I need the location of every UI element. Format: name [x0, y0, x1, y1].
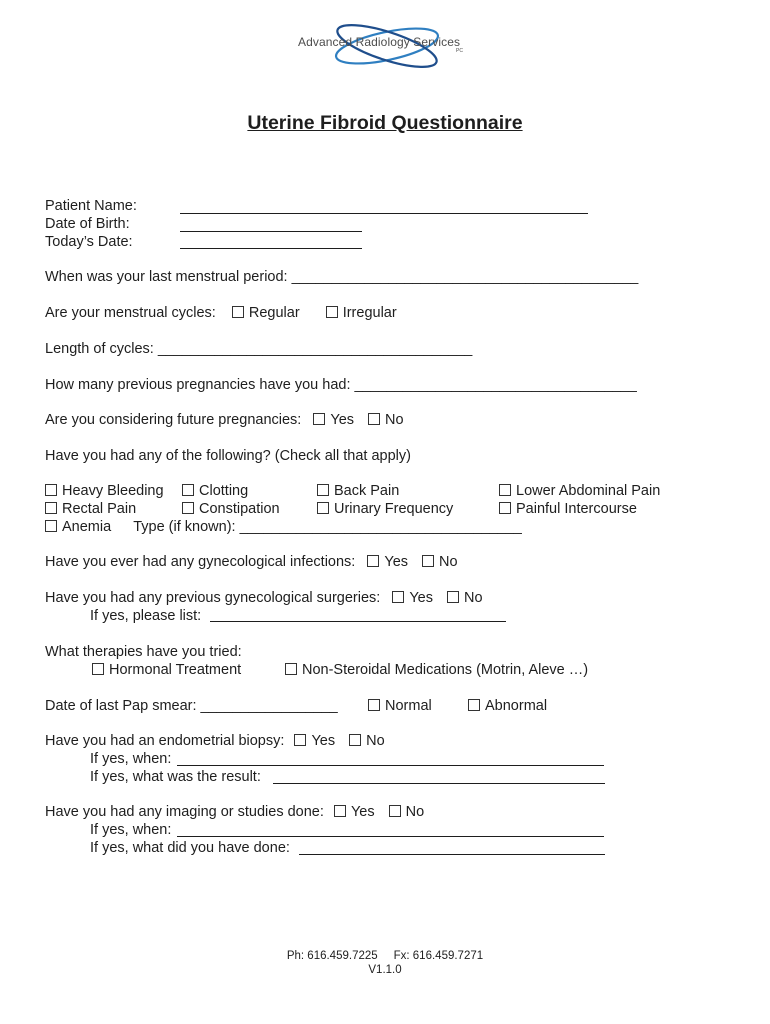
hormonal-treatment-option[interactable]	[92, 661, 241, 679]
abnormal-label: Abnormal	[485, 698, 548, 714]
biopsy-result-field[interactable]	[273, 769, 605, 784]
surgeries-label: Have you had any previous gynecological surgeries:	[45, 590, 381, 606]
regular-option[interactable]	[232, 305, 300, 321]
anemia-row	[45, 518, 522, 536]
today-date-label: Today’s Date:	[45, 234, 133, 250]
clotting-label: Clotting	[199, 483, 249, 499]
last-menstrual-period-question: When was your last menstrual period: ___________________________________________	[45, 269, 639, 285]
checkbox-icon	[447, 591, 459, 603]
yes-label: Yes	[384, 554, 409, 570]
painful-intercourse-label: Painful Intercourse	[516, 501, 637, 517]
nsaid-label: Non-Steroidal Medications (Motrin, Aleve …)	[302, 662, 589, 678]
patient-name-field[interactable]	[180, 199, 588, 214]
yes-label: Yes	[311, 733, 336, 749]
lower-abdominal-pain-option[interactable]	[499, 482, 660, 500]
infections-yes-option[interactable]	[367, 554, 408, 570]
footer-contact: Ph: 616.459.7225 Fx: 616.459.7271	[286, 950, 484, 962]
biopsy-when-field[interactable]	[177, 751, 604, 766]
irregular-label: Irregular	[342, 305, 397, 321]
urinary-frequency-option[interactable]	[317, 500, 453, 518]
pap-abnormal-option[interactable]	[468, 697, 547, 715]
checkbox-icon	[182, 502, 194, 514]
biopsy-no-option[interactable]	[349, 733, 385, 749]
biopsy-yes-option[interactable]	[294, 733, 335, 749]
imaging-row	[45, 803, 424, 821]
future-pregnancies-label: Are you considering future pregnancies:	[45, 412, 302, 428]
surgeries-yes-option[interactable]	[392, 590, 433, 606]
checkbox-icon	[499, 502, 511, 514]
surgeries-row	[45, 589, 483, 607]
checkbox-icon	[232, 306, 244, 318]
pap-smear-label: Date of last Pap smear: _________________	[45, 698, 338, 714]
anemia-option[interactable]	[45, 519, 111, 535]
anemia-type-field[interactable]: Type (if known): ___________________________________	[133, 519, 522, 535]
checkbox-icon	[317, 484, 329, 496]
back-pain-option[interactable]	[317, 482, 399, 500]
rectal-pain-option[interactable]	[45, 500, 136, 518]
company-logo	[290, 14, 480, 80]
page-title: Uterine Fibroid Questionnaire	[247, 112, 523, 134]
checkbox-icon	[326, 306, 338, 318]
surgeries-list-field[interactable]	[210, 607, 506, 622]
logo-suffix: PC	[456, 48, 463, 54]
checkbox-icon	[368, 699, 380, 711]
checkbox-icon	[92, 663, 104, 675]
biopsy-result-label: If yes, what was the result:	[90, 769, 261, 785]
imaging-done-field[interactable]	[299, 840, 605, 855]
pap-normal-option[interactable]	[368, 697, 432, 715]
irregular-option[interactable]	[326, 305, 397, 321]
no-label: No	[405, 804, 425, 820]
infections-row	[45, 553, 458, 571]
regular-label: Regular	[248, 305, 300, 321]
checkbox-icon	[182, 484, 194, 496]
biopsy-label: Have you had an endometrial biopsy:	[45, 733, 285, 749]
surgeries-list-label: If yes, please list:	[90, 608, 202, 624]
checkbox-icon	[285, 663, 297, 675]
imaging-label: Have you had any imaging or studies done:	[45, 804, 324, 820]
no-label: No	[464, 590, 483, 606]
no-label: No	[385, 412, 404, 428]
future-pregnancies-row	[45, 411, 404, 429]
menstrual-cycles-label: Are your menstrual cycles:	[45, 305, 216, 321]
imaging-when-field[interactable]	[177, 822, 604, 837]
back-pain-label: Back Pain	[334, 483, 400, 499]
lower-abdominal-pain-label: Lower Abdominal Pain	[516, 483, 661, 499]
clotting-option[interactable]	[182, 482, 248, 500]
menstrual-cycles-row	[45, 304, 397, 322]
no-label: No	[439, 554, 458, 570]
checkbox-icon	[468, 699, 480, 711]
imaging-no-option[interactable]	[389, 804, 425, 820]
painful-intercourse-option[interactable]	[499, 500, 637, 518]
checkbox-icon	[45, 484, 57, 496]
patient-name-label: Patient Name:	[45, 198, 137, 214]
infections-label: Have you ever had any gynecological infections:	[45, 554, 356, 570]
checkbox-icon	[45, 502, 57, 514]
therapies-label: What therapies have you tried:	[45, 644, 242, 660]
imaging-when-label: If yes, when:	[90, 822, 172, 838]
checkbox-icon	[392, 591, 404, 603]
surgeries-no-option[interactable]	[447, 590, 483, 606]
checkbox-icon	[334, 805, 346, 817]
logo-name: Advanced Radiology Services	[298, 35, 461, 49]
no-label: No	[366, 733, 385, 749]
biopsy-when-label: If yes, when:	[90, 751, 172, 767]
anemia-label: Anemia	[62, 519, 112, 535]
heavy-bleeding-label: Heavy Bleeding	[62, 483, 164, 499]
hormonal-treatment-label: Hormonal Treatment	[109, 662, 242, 678]
checkbox-icon	[294, 734, 306, 746]
checkbox-icon	[389, 805, 401, 817]
dob-label: Date of Birth:	[45, 216, 130, 232]
cycle-length-question: Length of cycles: _______________________________________	[45, 341, 473, 357]
following-question: Have you had any of the following? (Check all that apply)	[45, 448, 411, 464]
future-no-option[interactable]	[368, 412, 404, 428]
biopsy-row	[45, 732, 385, 750]
yes-label: Yes	[350, 804, 375, 820]
checkbox-icon	[313, 413, 325, 425]
normal-label: Normal	[385, 698, 432, 714]
footer-version: V1.1.0	[368, 964, 402, 976]
checkbox-icon	[368, 413, 380, 425]
checkbox-icon	[45, 520, 57, 532]
infections-no-option[interactable]	[422, 554, 458, 570]
future-yes-option[interactable]	[313, 412, 354, 428]
imaging-yes-option[interactable]	[334, 804, 375, 820]
constipation-label: Constipation	[199, 501, 280, 517]
today-date-field[interactable]	[180, 234, 362, 249]
yes-label: Yes	[330, 412, 355, 428]
pregnancies-question: How many previous pregnancies have you had: ___________________________________	[45, 377, 637, 393]
checkbox-icon	[317, 502, 329, 514]
dob-field[interactable]	[180, 217, 362, 232]
checkbox-icon	[499, 484, 511, 496]
heavy-bleeding-option[interactable]	[45, 482, 164, 500]
imaging-done-label: If yes, what did you have done:	[90, 840, 290, 856]
checkbox-icon	[349, 734, 361, 746]
rectal-pain-label: Rectal Pain	[62, 501, 137, 517]
constipation-option[interactable]	[182, 500, 280, 518]
yes-label: Yes	[409, 590, 433, 606]
urinary-frequency-label: Urinary Frequency	[334, 501, 454, 517]
checkbox-icon	[422, 555, 434, 567]
checkbox-icon	[367, 555, 379, 567]
nsaid-option[interactable]	[285, 661, 588, 679]
